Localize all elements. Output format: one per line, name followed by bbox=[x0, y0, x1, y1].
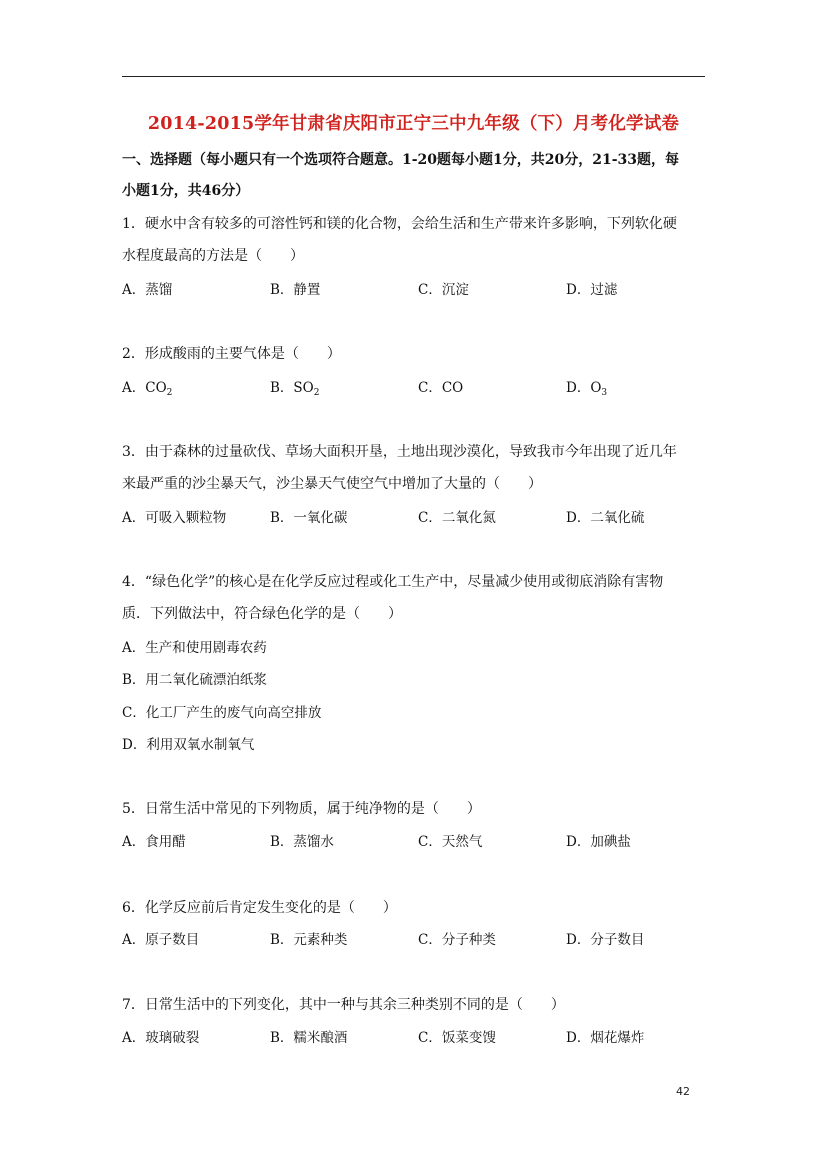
question-4-option-b: B．用二氧化硫漂泊纸浆 bbox=[122, 672, 267, 688]
question-4-option-d: D．利用双氧水制氧气 bbox=[122, 737, 255, 753]
question-7-option-a: A．玻璃破裂 bbox=[122, 1030, 200, 1046]
section-heading-line-2: 小题1分，共46分） bbox=[122, 183, 250, 199]
question-1-option-b: B．静置 bbox=[270, 282, 321, 298]
question-4-text-line-1: 4．“绿色化学”的核心是在化学反应过程或化工生产中，尽量减少使用或彻底消除有害物 bbox=[122, 574, 664, 590]
question-1-option-a: A．蒸馏 bbox=[122, 282, 173, 298]
question-6-text: 6．化学反应前后肯定发生变化的是（ ） bbox=[122, 900, 397, 916]
formula-text: A．CO bbox=[122, 380, 167, 396]
formula-text: C．CO bbox=[418, 380, 464, 396]
formula-subscript: 2 bbox=[313, 388, 320, 398]
question-3-option-b: B．一氧化碳 bbox=[270, 510, 348, 526]
question-3-options bbox=[122, 508, 722, 528]
question-3-option-d: D．二氧化硫 bbox=[566, 510, 645, 526]
question-6-option-b: B．元素种类 bbox=[270, 932, 348, 948]
question-6-option-c: C．分子种类 bbox=[418, 932, 496, 948]
question-4-text-line-2: 质．下列做法中，符合绿色化学的是（ ） bbox=[122, 606, 402, 622]
question-6-option-d: D．分子数目 bbox=[566, 932, 645, 948]
question-7-option-b: B．糯米酿酒 bbox=[270, 1030, 348, 1046]
question-5-options bbox=[122, 832, 722, 852]
question-1-option-c: C．沉淀 bbox=[418, 282, 469, 298]
question-3-option-c: C．二氧化氮 bbox=[418, 510, 496, 526]
question-7-option-c: C．饭菜变馊 bbox=[418, 1030, 496, 1046]
question-7-text: 7．日常生活中的下列变化，其中一种与其余三种类别不同的是（ ） bbox=[122, 997, 565, 1013]
question-5-text: 5．日常生活中常见的下列物质，属于纯净物的是（ ） bbox=[122, 801, 481, 817]
formula-text: D．O bbox=[566, 380, 602, 396]
question-4-option-c: C．化工厂产生的废气向高空排放 bbox=[122, 705, 322, 721]
formula-subscript: 2 bbox=[166, 388, 173, 398]
question-1-option-d: D．过滤 bbox=[566, 282, 618, 298]
formula-text: B．SO bbox=[270, 380, 314, 396]
question-7-options bbox=[122, 1028, 722, 1048]
question-3-text-line-2: 来最严重的沙尘暴天气，沙尘暴天气使空气中增加了大量的（ ） bbox=[122, 476, 542, 492]
question-5-option-c: C．天然气 bbox=[418, 834, 483, 850]
question-5-option-a: A．食用醋 bbox=[122, 834, 186, 850]
question-5-option-d: D．加碘盐 bbox=[566, 834, 631, 850]
question-2-option-a bbox=[122, 378, 172, 403]
question-1-text-line-2: 水程度最高的方法是（ ） bbox=[122, 248, 304, 264]
formula-subscript: 3 bbox=[601, 388, 608, 398]
question-2-option-c bbox=[418, 378, 463, 403]
question-1-options bbox=[122, 280, 722, 300]
question-6-option-a: A．原子数目 bbox=[122, 932, 200, 948]
question-2-options bbox=[122, 378, 722, 398]
question-3-text-line-1: 3．由于森林的过量砍伐、草场大面积开垦，土地出现沙漠化，导致我市今年出现了近几年 bbox=[122, 444, 677, 460]
question-2-option-b bbox=[270, 378, 319, 403]
page-title: 2014-2015学年甘肃省庆阳市正宁三中九年级（下）月考化学试卷 bbox=[147, 114, 680, 134]
question-3-option-a: A．可吸入颗粒物 bbox=[122, 510, 227, 526]
question-2-text: 2．形成酸雨的主要气体是（ ） bbox=[122, 346, 341, 362]
question-2-option-d bbox=[566, 378, 607, 403]
question-7-option-d: D．烟花爆炸 bbox=[566, 1030, 645, 1046]
question-1-text-line-1: 1．硬水中含有较多的可溶性钙和镁的化合物，会给生活和生产带来许多影响，下列软化硬 bbox=[122, 216, 677, 232]
header-rule bbox=[122, 76, 705, 77]
question-5-option-b: B．蒸馏水 bbox=[270, 834, 334, 850]
page-number: 42 bbox=[676, 1085, 690, 1098]
question-4-option-a: A．生产和使用剧毒农药 bbox=[122, 640, 267, 656]
section-heading-line-1: 一、选择题（每小题只有一个选项符合题意。1-20题每小题1分，共20分，21-33题，每 bbox=[122, 152, 680, 168]
question-6-options bbox=[122, 930, 722, 950]
